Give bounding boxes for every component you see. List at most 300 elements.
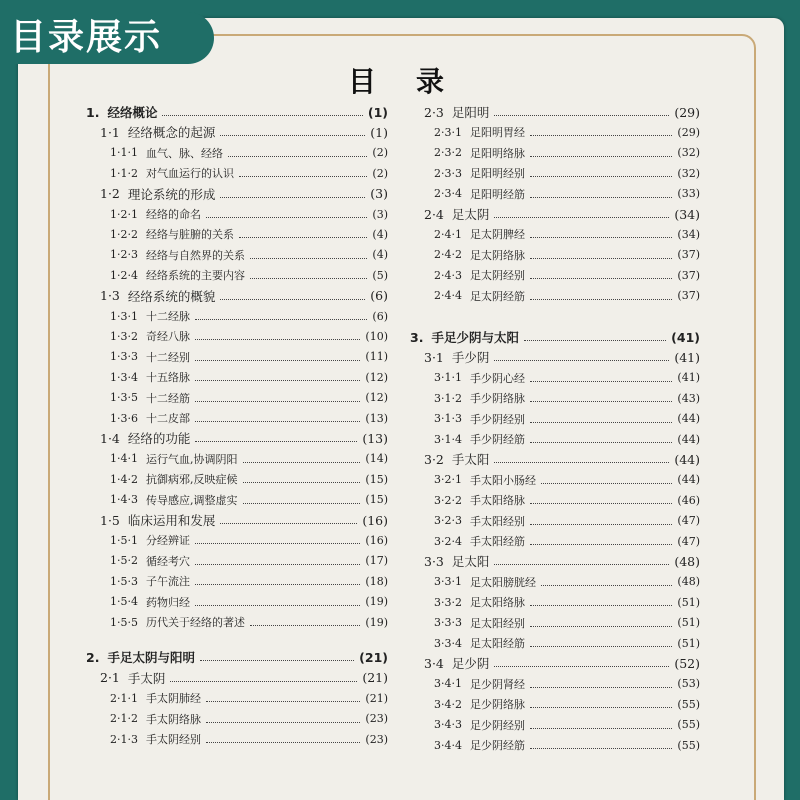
toc-number: 3·2 [424,451,444,467]
toc-entry [110,388,388,408]
toc-page: (12) [365,391,388,405]
toc-number: 1·4 [100,430,120,446]
toc-number: 2·4·1 [434,227,462,241]
toc-label: 历代关于经络的著述 [146,616,245,629]
toc-number: 2·1·2 [110,712,138,726]
toc-page: (46) [677,493,700,507]
toc-number: 1·5·2 [110,554,138,568]
toc-page: (34) [677,227,700,241]
toc-page: (6) [372,309,388,323]
toc-number: 3·1·1 [434,371,462,385]
toc-label: 足太阴络脉 [470,248,525,262]
toc-leader [530,257,672,259]
toc-leader [530,543,672,545]
toc-page: (52) [674,655,700,671]
toc-entry [110,729,388,749]
toc-entry [110,469,388,489]
toc-leader [541,584,672,586]
toc-leader [228,155,367,157]
toc-entry [110,688,388,708]
toc-number: 3·2·4 [434,534,462,548]
toc-page: (21) [365,691,388,705]
toc-label: 十二经别 [146,350,190,364]
toc-leader [239,236,367,238]
toc-entry [110,612,388,632]
toc-number: 1·3·3 [110,350,138,364]
toc-entry [100,428,388,448]
toc-entry [434,633,700,653]
toc-leader [494,563,669,565]
toc-page: (3) [370,186,388,202]
toc-page: (3) [372,207,388,221]
toc-number: 3·3·1 [434,575,462,589]
toc-page: (12) [365,370,388,384]
toc-label: 手太阴 [127,670,166,686]
toc-label: 对气血运行的认识 [146,167,234,181]
toc-entry [110,326,388,346]
toc-label: 手少阴经筋 [470,433,525,446]
toc-entry [434,694,700,714]
toc-leader [162,114,362,116]
toc-page: (44) [677,412,700,426]
toc-number: 1·4·3 [110,493,138,507]
toc-number: 1·3·1 [110,309,138,323]
toc-leader [243,481,361,483]
toc-label: 足少阴肾经 [470,677,525,691]
toc-number: 3·3 [424,553,444,569]
toc-leader [195,359,360,361]
toc-label: 手太阳经筋 [470,535,525,548]
toc-leader [530,236,672,238]
toc-number: 3. [410,329,424,345]
toc-label: 足少阴经别 [470,718,525,732]
toc-number: 3·1·2 [434,391,462,405]
toc-page: (1) [367,104,388,120]
toc-leader [195,440,357,442]
toc-number: 1·3·6 [110,411,138,425]
toc-leader [530,727,672,729]
toc-leader [530,645,672,647]
toc-entry [110,592,388,612]
toc-page: (37) [677,248,700,262]
toc-label: 手太阴络脉 [146,712,201,726]
toc-label: 足少阴经筋 [470,739,525,752]
toc-entry [110,347,388,367]
toc-page: (41) [677,371,700,385]
toc-page: (29) [677,125,700,139]
toc-leader [243,502,361,504]
toc-page: (23) [365,712,388,726]
toc-entry [110,709,388,729]
toc-label: 手太阳小肠经 [470,473,536,487]
toc-label: 足阳明胃经 [470,126,525,140]
toc-label: 足少阴 [451,656,490,672]
toc-leader [206,721,360,723]
toc-page: (34) [674,206,700,222]
toc-entry [110,306,388,326]
toc-label: 子午流注 [146,575,190,589]
toc-page: (41) [671,329,700,345]
toc-leader [220,298,365,300]
toc-leader [530,502,672,504]
toc-leader [239,175,367,177]
toc-entry [434,122,700,142]
toc-number: 1·5·3 [110,574,138,588]
toc-page: (11) [365,350,388,364]
toc-leader [250,277,367,279]
toc-leader [195,563,360,565]
toc-label: 足太阳膀胱经 [470,575,536,589]
toc-number: 2·3 [424,104,444,120]
toc-page: (55) [677,718,700,732]
toc-number: 1·5 [100,512,120,528]
toc-leader [195,338,360,340]
toc-number: 3·1·4 [434,432,462,446]
toc-number: 3·1·3 [434,412,462,426]
toc-entry [110,449,388,469]
toc-leader [195,604,360,606]
book-page [18,18,784,800]
toc-entry [434,265,700,285]
toc-entry [100,286,388,306]
toc-leader [530,441,672,443]
toc-leader [530,175,672,177]
toc-entry [424,204,700,224]
toc-number: 1·2·3 [110,248,138,262]
toc-number: 3·3·4 [434,636,462,650]
toc-entry [100,122,388,142]
toc-number: 1·3 [100,288,120,304]
toc-label: 循经考穴 [146,554,190,568]
toc-page: (33) [677,187,700,201]
toc-leader [530,421,672,423]
toc-label: 手太阴经别 [146,733,201,746]
toc-entry [110,245,388,265]
toc-number: 2·3·2 [434,146,462,160]
toc-label: 手足少阴与太阳 [431,330,519,345]
toc-number: 3·4·2 [434,697,462,711]
toc-label: 十二皮部 [146,412,190,425]
toc-label: 手少阴络脉 [470,392,525,406]
toc-page: (21) [359,649,388,665]
toc-entry [100,184,388,204]
toc-number: 1·1·2 [110,166,138,180]
toc-label: 经络的命名 [146,208,201,221]
toc-leader [170,680,357,682]
toc-page: (16) [362,512,388,528]
page-title: 目录 [348,65,485,98]
toc-page: (32) [677,166,700,180]
toc-number: 2·3·4 [434,187,462,201]
toc-entry [434,490,700,510]
toc-label: 手太阳 [451,452,490,468]
toc-entry [110,163,388,183]
toc-number: 3·3·3 [434,616,462,630]
toc-label: 足太阴 [451,207,490,222]
toc-leader [524,339,666,341]
toc-number: 2·4·2 [434,248,462,262]
toc-page: (51) [677,636,700,650]
toc-label: 手少阴心经 [470,371,525,385]
toc-entry [434,143,700,163]
toc-leader [530,604,672,606]
toc-label: 足阳明络脉 [470,146,525,160]
toc-number: 1·3·4 [110,370,138,384]
toc-label: 手太阳经别 [470,514,525,528]
toc-label: 经络系统的主要内容 [146,269,245,283]
toc-entry [86,102,388,122]
toc-number: 3·3·2 [434,595,462,609]
toc-number: 1·1 [100,124,120,140]
toc-leader [530,706,672,708]
toc-entry [434,388,700,408]
toc-leader [530,277,672,279]
toc-leader [494,461,669,463]
toc-leader [195,583,360,585]
toc-entry [434,735,700,755]
toc-label: 十二经筋 [146,391,190,405]
toc-page: (15) [365,493,388,507]
toc-label: 理论系统的形成 [127,186,216,202]
toc-page: (41) [674,349,700,365]
toc-leader [206,216,367,218]
toc-entry [434,163,700,183]
toc-entry [110,408,388,428]
toc-page: (19) [365,615,388,629]
toc-label: 手太阳络脉 [470,494,525,508]
toc-number: 3·4·1 [434,677,462,691]
toc-leader [195,542,360,544]
toc-page: (13) [365,411,388,425]
toc-page: (48) [674,553,700,569]
toc-page: (6) [370,288,388,304]
toc-label: 足太阴脾经 [470,228,525,242]
toc-entry [434,613,700,633]
toc-number: 1·3·5 [110,391,138,405]
toc-page: (47) [677,534,700,548]
toc-page: (13) [362,430,388,446]
toc-leader [530,625,672,627]
toc-page: (37) [677,289,700,303]
toc-label: 十五络脉 [146,371,190,385]
toc-leader [494,216,669,218]
toc-leader [195,420,360,422]
toc-label: 手少阴 [451,350,490,366]
toc-leader [530,196,672,198]
toc-leader [494,114,669,116]
toc-number: 1·3·2 [110,329,138,343]
toc-number: 2·1·1 [110,691,138,705]
toc-label: 运行气血,协调阴阳 [146,452,238,466]
toc-leader [195,400,360,402]
toc-entry [434,715,700,735]
toc-leader [530,686,672,688]
toc-leader [206,741,360,743]
toc-page: (23) [365,732,388,746]
toc-page: (44) [677,473,700,487]
toc-page: (51) [677,616,700,630]
toc-leader [243,461,361,463]
toc-page: (2) [372,166,388,180]
toc-number: 2·4·4 [434,289,462,303]
toc-entry [110,367,388,387]
toc-entry [110,143,388,163]
toc-leader [530,400,672,402]
toc-page: (5) [372,268,388,282]
toc-entry [434,572,700,592]
toc-page: (44) [677,432,700,446]
toc-page: (4) [372,248,388,262]
toc-page: (47) [677,514,700,528]
toc-leader [206,700,360,702]
toc-entry [424,102,700,122]
toc-entry [110,551,388,571]
toc-leader [250,624,360,626]
toc-page: (55) [677,738,700,752]
toc-entry [434,184,700,204]
toc-label: 十二经脉 [146,310,190,323]
toc-leader [195,318,367,320]
toc-entry [110,571,388,591]
toc-entry [424,449,700,469]
toc-number: 2. [86,649,100,665]
toc-label: 足太阳络脉 [470,596,525,610]
toc-number: 2·4·3 [434,268,462,282]
toc-label: 经络与自然界的关系 [146,248,245,262]
toc-number: 3·2·3 [434,514,462,528]
toc-label: 临床运用和发展 [127,513,216,528]
toc-leader [541,482,672,484]
toc-number: 1·1·1 [110,146,138,160]
toc-page: (32) [677,146,700,160]
toc-page: (55) [677,697,700,711]
toc-entry [434,368,700,388]
toc-leader [494,665,669,667]
toc-leader [220,196,365,198]
toc-label: 足少阴络脉 [470,698,525,712]
toc-entry [110,530,388,550]
toc-number: 2·1·3 [110,732,138,746]
toc-page: (37) [677,268,700,282]
toc-entry [86,647,388,667]
toc-page: (43) [677,391,700,405]
toc-entry [110,265,388,285]
toc-label: 血气、脉、经络 [146,146,223,160]
toc-number: 2·4 [424,206,444,222]
toc-entry [424,551,700,571]
toc-page: (4) [372,227,388,241]
toc-leader [200,659,354,661]
toc-number: 3·2·1 [434,473,462,487]
toc-label: 足阳明经别 [470,167,525,181]
toc-label: 手足太阴与阳明 [107,650,195,666]
toc-entry [434,245,700,265]
toc-number: 1. [86,104,100,120]
toc-entry [100,510,388,530]
toc-page: (44) [674,451,700,467]
toc-entry [100,668,388,688]
toc-leader [220,522,357,524]
toc-label: 手少阴经别 [470,412,525,426]
toc-number: 3·4·4 [434,738,462,752]
toc-page: (48) [677,575,700,589]
toc-label: 奇经八脉 [146,330,190,344]
toc-entry [434,224,700,244]
toc-entry [434,429,700,449]
toc-label: 足太阴经筋 [470,289,525,303]
toc-entry [434,592,700,612]
toc-page: (15) [365,472,388,486]
toc-leader [250,257,367,259]
toc-number: 1·2 [100,186,120,202]
toc-entry [110,490,388,510]
toc-number: 2·3·3 [434,166,462,180]
toc-number: 2·3·1 [434,125,462,139]
toc-label: 经络概念的起源 [127,125,216,141]
toc-page: (19) [365,595,388,609]
toc-leader [530,747,672,749]
toc-leader [530,380,672,382]
toc-label: 经络系统的概貌 [127,288,216,304]
toc-page: (18) [365,574,388,588]
toc-number: 3·4·3 [434,718,462,732]
section-badge: 目录展示 [0,12,214,64]
toc-entry [434,409,700,429]
toc-entry [434,286,700,306]
toc-page: (17) [365,554,388,568]
toc-leader [494,359,669,361]
toc-entry [434,511,700,531]
toc-number: 3·4 [424,655,444,671]
toc-number: 1·5·1 [110,533,138,547]
toc-label: 足太阳 [451,554,490,570]
toc-label: 足太阳经别 [470,616,525,630]
toc-entry [410,327,700,347]
toc-number: 3·2·2 [434,493,462,507]
toc-entry [424,653,700,673]
toc-page: (14) [365,452,388,466]
toc-label: 药物归经 [146,595,190,609]
toc-entry [110,224,388,244]
toc-page: (1) [370,124,388,140]
toc-page: (51) [677,595,700,609]
toc-number: 1·2·1 [110,207,138,221]
toc-entry [424,347,700,367]
toc-page: (53) [677,677,700,691]
toc-leader [220,134,365,136]
toc-number: 3·1 [424,349,444,365]
toc-page: (16) [365,533,388,547]
toc-label: 足太阳经筋 [470,637,525,650]
toc-entry [434,674,700,694]
toc-leader [530,523,672,525]
toc-leader [530,155,672,157]
toc-number: 1·4·2 [110,472,138,486]
toc-leader [530,298,672,300]
toc-entry [434,531,700,551]
toc-page: (10) [365,329,388,343]
toc-page: (29) [674,104,700,120]
toc-leader [530,134,672,136]
toc-label: 分经辨证 [146,534,190,548]
toc-label: 传导感应,调整虚实 [146,493,238,507]
toc-number: 1·5·5 [110,615,138,629]
toc-number: 2·1 [100,670,120,686]
toc-label: 足阳明经筋 [470,187,525,201]
toc-label: 足阳明 [451,105,490,120]
toc-leader [195,379,360,381]
toc-label: 抗御病邪,反映症候 [146,473,238,487]
